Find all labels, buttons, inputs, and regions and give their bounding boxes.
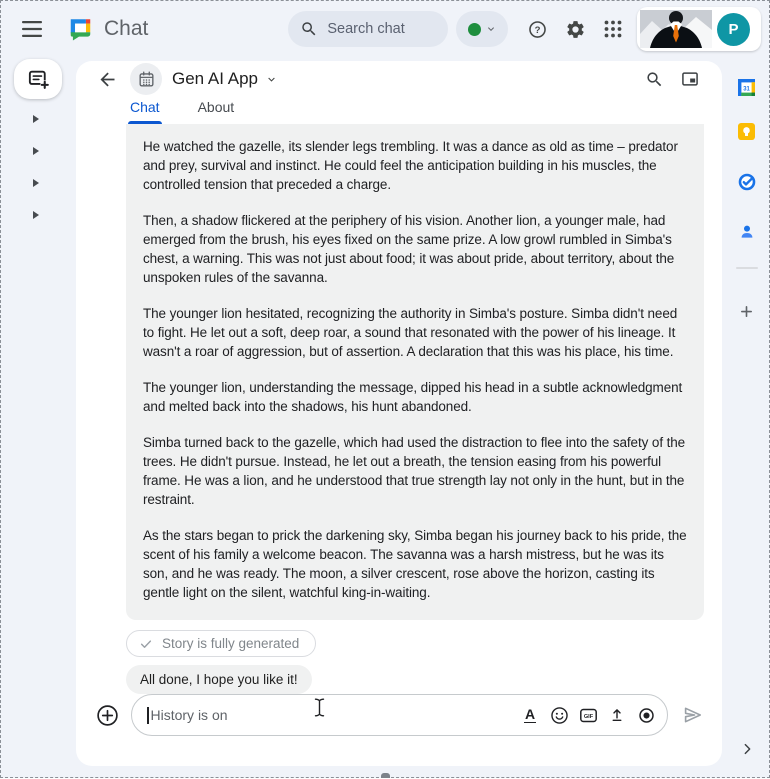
tasks-app-button[interactable] [738, 173, 756, 191]
format-button[interactable] [518, 700, 542, 730]
keep-app-button[interactable] [738, 123, 755, 140]
account-avatar[interactable]: P [717, 13, 750, 46]
format-icon: A [524, 706, 536, 722]
add-attachment-button[interactable] [93, 701, 121, 729]
new-chat-button[interactable] [14, 59, 62, 99]
back-arrow-icon [97, 69, 118, 90]
bot-avatar [130, 63, 162, 95]
gif-icon [578, 705, 599, 726]
message-list [76, 124, 722, 694]
help-button[interactable] [518, 9, 556, 49]
conversation-card [76, 61, 722, 766]
record-icon [636, 705, 657, 726]
message-paragraph: The younger lion hesitated, recognizing the authority in Simba's posture. Simba didn't need to fight. He let out a soft, deep roar, a sound that resonated with the power of his lineage. It wasn't a roar of aggression, but of assertion. A declaration that this was his place, his time. [143, 306, 678, 359]
section-expand-toggle[interactable] [33, 115, 39, 123]
search-placeholder: Search chat [327, 21, 405, 37]
page-title: Gen AI App [172, 69, 259, 88]
calendar-app-icon [738, 79, 755, 96]
gear-icon [565, 19, 586, 40]
left-rail [1, 57, 76, 779]
record-button[interactable] [634, 700, 658, 730]
gif-button[interactable] [576, 700, 600, 730]
tab-chat[interactable]: Chat [128, 97, 162, 124]
search-icon [645, 70, 664, 89]
message-paragraph: The younger lion, understanding the message, dipped his head in a subtle acknowledgment and melted back into the shadows, his hunt abandoned. [143, 380, 683, 414]
section-toggles [33, 115, 76, 219]
open-in-window-icon [680, 69, 700, 89]
chat-logo-icon [67, 16, 94, 42]
new-chat-icon [27, 68, 50, 91]
status-pill[interactable] [456, 11, 508, 47]
calendar-app-button[interactable] [738, 79, 755, 96]
apps-button[interactable] [594, 9, 632, 49]
message-paragraph: He watched the gazelle, its slender legs trembling. It was a dance as old as time – predator and prey, survival and instinct. He could feel the anticipation building in his muscles, the controlled tension that preceded a charge. [143, 139, 678, 192]
conversation-title-menu[interactable] [172, 69, 278, 89]
help-icon [527, 19, 548, 40]
plus-circle-icon [95, 703, 120, 728]
chat-header [76, 61, 722, 97]
composer [76, 694, 722, 736]
chevron-right-icon [739, 741, 755, 757]
send-icon [681, 703, 705, 727]
send-button[interactable] [680, 700, 706, 730]
right-rail [724, 57, 769, 779]
upload-icon [607, 705, 627, 725]
section-expand-toggle[interactable] [33, 179, 39, 187]
settings-button[interactable] [556, 9, 594, 49]
search-icon [300, 20, 318, 38]
section-expand-toggle[interactable] [33, 211, 39, 219]
contacts-app-icon [739, 224, 755, 240]
emoji-icon [549, 705, 570, 726]
expand-panel-button[interactable] [737, 739, 757, 759]
svg-text:GIF: GIF [583, 713, 593, 720]
message-paragraph: Simba turned back to the gazelle, which had used the distraction to flee into the safety of the trees. He didn't pursue. Instead, he let out a breath, the tension easing from his powerful frame. He was a lion, and he understood that true strength lay not only in the hunt, but in the restraint. [143, 435, 686, 507]
tasks-app-icon [738, 173, 756, 191]
selection-handle[interactable] [381, 773, 390, 778]
message-paragraph: As the stars began to prick the darkening sky, Simba began his journey back to his pride, the scent of his family a welcome beacon. The savanna was a harsh mistress, but he was its son, and he was ready. The moon, a silver crescent, rose above the horizon, casting its gentle light on the silent, watchful king-in-waiting. [143, 528, 687, 600]
status-chip[interactable] [126, 630, 316, 657]
profile-widget[interactable] [637, 7, 761, 51]
calendar-glyph-icon [137, 70, 156, 89]
chevron-down-icon [265, 73, 278, 86]
section-expand-toggle[interactable] [33, 147, 39, 155]
presence-dot [468, 23, 481, 36]
message-bubble [126, 124, 704, 620]
menu-icon [22, 20, 44, 38]
svg-text:?: ? [534, 24, 541, 36]
open-in-window-button[interactable] [672, 61, 708, 97]
plus-icon [739, 304, 754, 319]
reply-bubble: All done, I hope you like it! [126, 665, 312, 694]
main-topbar [1, 1, 769, 57]
svg-text:31: 31 [743, 86, 750, 93]
chevron-down-icon [485, 23, 497, 35]
back-button[interactable] [90, 62, 124, 96]
input-placeholder: History is on [150, 707, 228, 723]
keep-app-icon [738, 123, 755, 140]
rail-divider [736, 267, 758, 269]
apps-grid-icon [604, 20, 622, 38]
status-chip-label: Story is fully generated [162, 636, 300, 651]
upload-button[interactable] [605, 700, 629, 730]
emoji-button[interactable] [547, 700, 571, 730]
search-input[interactable] [288, 11, 448, 47]
get-apps-button[interactable] [735, 299, 759, 323]
product-title: Chat [104, 17, 149, 40]
tab-about[interactable]: About [196, 97, 237, 124]
message-input[interactable] [131, 694, 668, 736]
main-menu-button[interactable] [13, 9, 53, 49]
profile-photo [640, 10, 712, 48]
contacts-app-button[interactable] [739, 224, 755, 240]
search-in-chat-button[interactable] [636, 61, 672, 97]
message-paragraph: Then, a shadow flickered at the periphery of his vision. Another lion, a younger male, had emerged from the brush, his eyes fixed on the same prize. A low growl rumbled in Simba's chest, a warning. This was not just about food; it was about pride, about territory, about the unspoken rules of the savanna. [143, 213, 675, 285]
check-icon [139, 637, 153, 651]
text-caret [147, 707, 149, 724]
tab-bar [76, 97, 722, 124]
